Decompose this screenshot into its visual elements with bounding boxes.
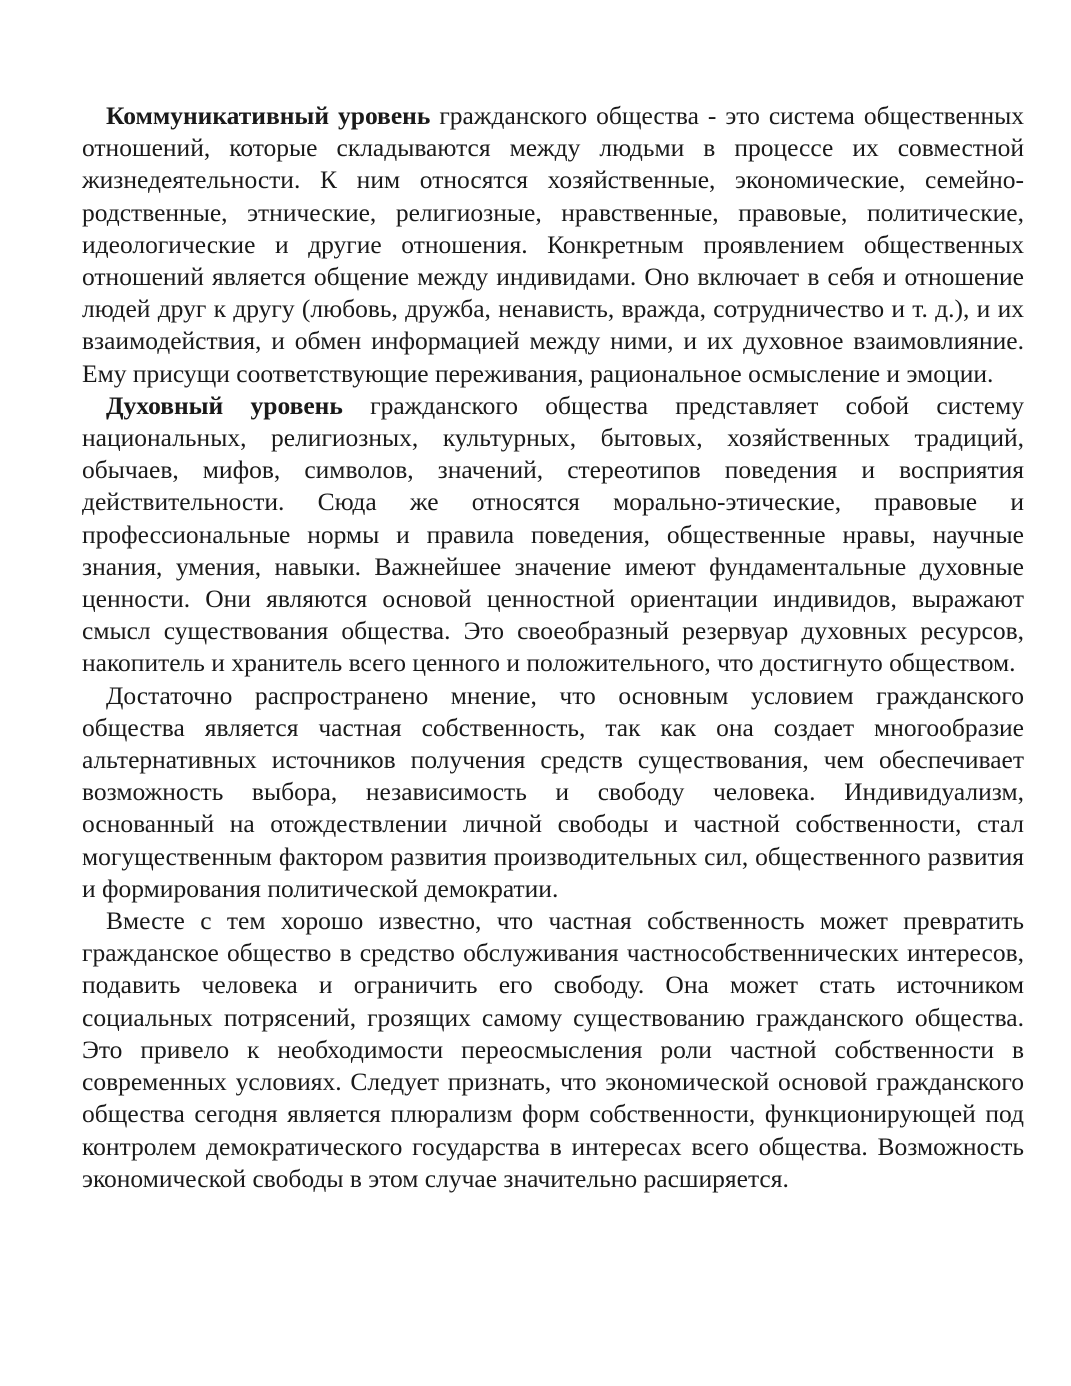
- paragraph-spiritual-level: [82, 390, 1024, 680]
- term-communicative-level: Коммуникативный уровень: [106, 101, 431, 130]
- paragraph-text: Вместе с тем хорошо известно, что частная собственность может превратить гражданское общество в средство обслуживания частнособственнических интересов, подавить человека и ограничить его свободу. Она может стать источником социальных потрясений, грозящих самому существованию гражданского общества. Это привело к необходимости переосмысления роли частной собственности в современных условиях. Следует признать, что экономической основой гражданского общества сегодня является плюрализм форм собственности, функционирующей под контролем демократического государства в интересах всего общества. Возможность экономической свободы в этом случае значительно расширяется.: [82, 906, 1024, 1193]
- paragraph-private-property: [82, 680, 1024, 905]
- paragraph-text: Достаточно распространено мнение, что основным условием гражданского общества является частная собственность, так как она создает многообразие альтернативных источников получения средств существования, чем обеспечивает возможность выбора, независимость и свободу человека. Индивидуализм, основанный на отождествлении личной свободы и частной собственности, стал могущественным фактором развития производительных сил, общественного развития и формирования политической демократии.: [82, 680, 1024, 903]
- paragraph-text: гражданского общества - это система общественных отношений, которые складываются между людьми в процессе их совместной жизнедеятельности. К ним относятся хозяйственные, экономические, семейно-родственные, этнические, религиозные, нравственные, правовые, политические, идеологические и другие отношения. Конкретным проявлением общественных отношений является общение между индивидами. Оно включает в себя и отношение людей друг к другу (любовь, дружба, ненависть, вражда, сотрудничество и т. д.), и их взаимодействия, и обмен информацией между ними, и их духовное взаимовлияние. Ему присущи соответствующие переживания, рациональное осмысление и эмоции.: [82, 101, 1025, 388]
- paragraph-communicative-level: [82, 100, 1024, 390]
- paragraph-property-pluralism: [82, 905, 1024, 1195]
- term-spiritual-level: Духовный уровень: [106, 390, 343, 420]
- paragraph-text: гражданского общества представляет собой систему национальных, религиозных, культурных, бытовых, хозяйственных традиций, обычаев, мифов, символов, значений, стереотипов поведения и восприятия действительности. Сюда же относятся морально-этические, правовые и профессиональные нормы и правила поведения, общественные нравы, научные знания, умения, навыки. Важнейшее значение имеют фундаментальные духовные ценности. Они являются основой ценностной ориентации индивидов, выражают смысл существования общества. Это своеобразный резервуар духовных ресурсов, накопитель и хранитель всего ценного и положительного, что достигнуто обществом.: [82, 390, 1024, 678]
- document-page: [82, 100, 1024, 1195]
